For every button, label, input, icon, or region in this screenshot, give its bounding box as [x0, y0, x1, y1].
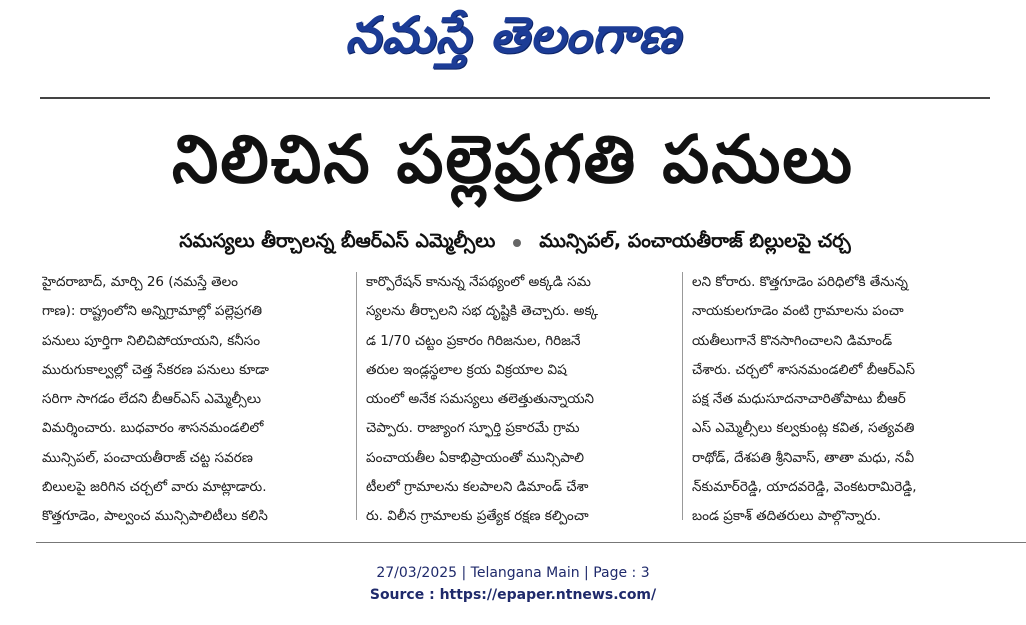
- footer-divider: [36, 542, 1026, 543]
- article-body: [40, 268, 990, 530]
- masthead: [0, 2, 1026, 80]
- article-headline: నిలిచిన పల్లెప్రగతి పనులు: [171, 121, 854, 198]
- column-line: మున్సిపల్, పంచాయతీరాజ్ చట్ట సవరణ: [42, 449, 253, 466]
- column-line: ఎస్ ఎమ్మెల్సీలు కల్వకుంట్ల కవిత, సత్యవతి: [692, 420, 915, 437]
- column-line: మురుగుకాల్వల్లో చెత్త సేకరణ పనులు కూడా: [42, 361, 269, 378]
- column-line: రాథోడ్, దేశపతి శ్రీనివాస్, తాతా మధు, నవీ: [692, 449, 915, 466]
- column-line: చేశారు. చర్చలో శాసనమండలిలో బీఆర్‌ఎస్: [692, 361, 915, 378]
- column-line: చెప్పారు. రాజ్యాంగ స్ఫూర్తి ప్రకారమే గ్రామ: [366, 420, 580, 437]
- column-line: డ 1/70 చట్టం ప్రకారం గిరిజనుల, గిరిజనే: [366, 332, 581, 349]
- column-line: యంలో అనేక సమస్యలు తలెత్తుతున్నాయని: [366, 391, 595, 408]
- column-line: న్‌కుమార్‌రెడ్డి, యాదవరెడ్డి, వెంకటరామిరెడ్డి,: [692, 479, 917, 496]
- column-line: పక్ష నేత మధుసూదనాచారితోపాటు బీఆర్: [692, 391, 906, 408]
- column-line: నాయకులగూడెం వంటి గ్రామాలను పంచా: [692, 303, 904, 320]
- bullet-separator-icon: [513, 239, 521, 247]
- column-divider: [682, 272, 683, 520]
- column-line: గాణ): రాష్ట్రంలోని అన్నిగ్రామాల్లో పల్లెప్రగతి: [42, 303, 263, 320]
- column-line: రు. విలీన గ్రామాలకు ప్రత్యేక రక్షణ కల్పించా: [366, 508, 589, 525]
- footer-source-link[interactable]: Source : https://epaper.ntnews.com/: [369, 587, 657, 603]
- column-line: విమర్శించారు. బుధవారం శాసనమండలిలో: [42, 420, 264, 437]
- column-line: యతీలుగానే కొనసాగించాలని డిమాండ్: [692, 332, 893, 349]
- article-column-1: [42, 268, 342, 530]
- column-divider: [356, 272, 357, 520]
- column-line: హైదరాబాద్, మార్చి 26 (నమస్తే తెలం: [42, 274, 239, 290]
- column-line: లని కోరారు. కొత్తగూడెం పరిధిలోకి తేనున్న: [692, 274, 908, 290]
- column-line: బండ ప్రకాశ్ తదితరులు పాల్గొన్నారు.: [692, 508, 882, 525]
- subhead-2: మున్సిపల్, పంచాయతీరాజ్ బిల్లులపై చర్చ: [539, 229, 851, 252]
- column-line: కార్పొరేషన్ కానున్న నేపథ్యంలో అక్కడి సమ: [366, 274, 591, 290]
- subhead-1: సమస్యలు తీర్చాలన్న బీఆర్‌ఎస్ ఎమ్మెల్సీలు: [179, 229, 496, 252]
- masthead-divider: [40, 97, 990, 99]
- column-line: స్యలను తీర్చాలని సభ దృష్టికి తెచ్చారు. అక్క: [366, 303, 599, 320]
- column-line: పనులు పూర్తిగా నిలిచిపోయాయని, కనీసం: [42, 332, 261, 349]
- article-column-2: [366, 268, 666, 530]
- newspaper-logo: నమస్తే తెలంగాణ: [345, 5, 681, 64]
- column-line: సరిగా సాగడం లేదని బీఆర్‌ఎస్ ఎమ్మెల్సీలు: [42, 391, 262, 408]
- article-column-3: [692, 268, 992, 530]
- article-subheads: [40, 226, 990, 260]
- column-line: తరుల ఇండ్లస్థలాల క్రయ విక్రయాల విష: [366, 361, 567, 378]
- column-line: బిలులపై జరిగిన చర్చలో వారు మాట్లాడారు.: [42, 479, 267, 496]
- column-line: పంచాయతీల ఏకాభిప్రాయంతో మున్సిపాలి: [366, 449, 585, 466]
- column-line: టీలలో గ్రామాలను కలపాలని డిమాండ్ చేశా: [366, 479, 589, 496]
- footer-edition-info: 27/03/2025 | Telangana Main | Page : 3: [376, 565, 650, 581]
- column-line: కొత్తగూడెం, పాల్వంచ మున్సిపాలిటీలు కలిసి: [42, 508, 268, 525]
